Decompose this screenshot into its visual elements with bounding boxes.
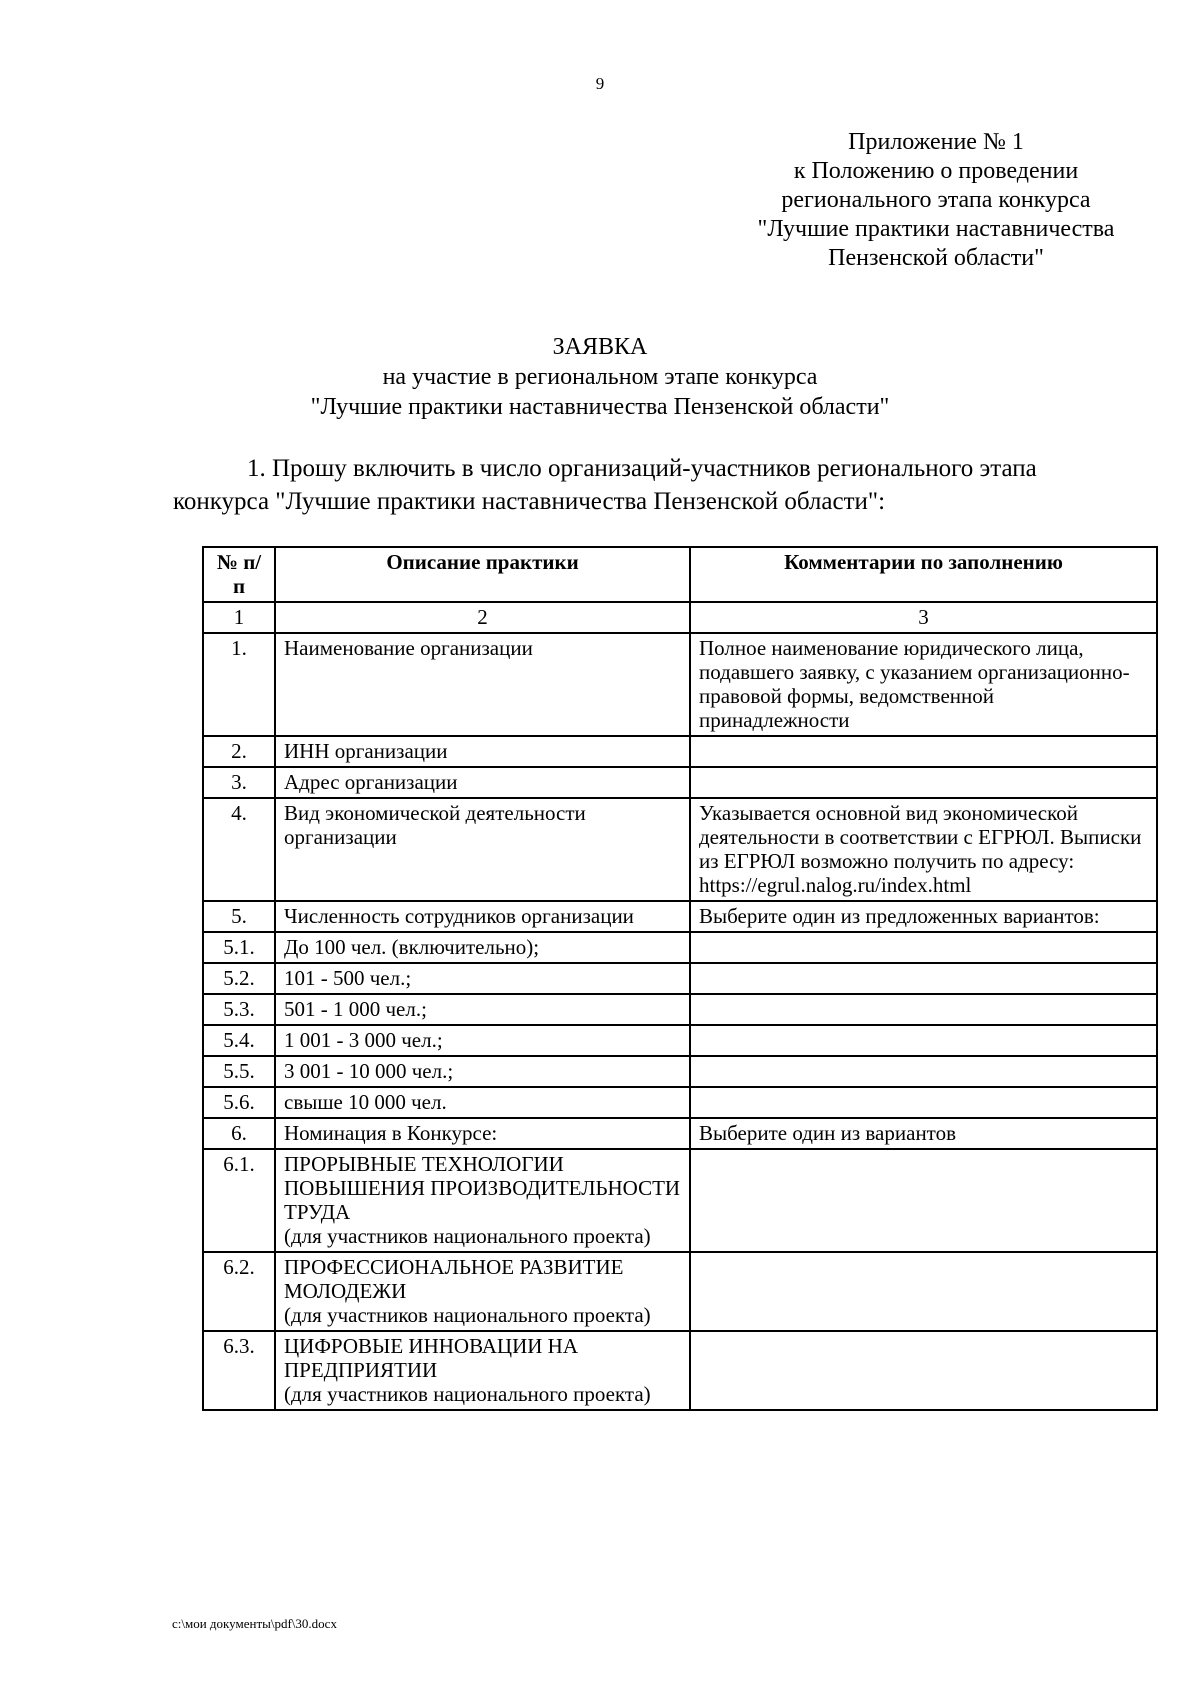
row-comment: Указывается основной вид экономической деятельности в соответствии с ЕГРЮЛ. Выписки из ЕГРЮЛ возможно получить по адресу: https://egrul.nalog.ru/index.html [690, 798, 1157, 901]
row-comment [690, 1252, 1157, 1331]
row-comment: Полное наименование юридического лица, подавшего заявку, с указанием организационно-правовой формы, ведомственной принадлежности [690, 633, 1157, 736]
title-subtitle: "Лучшие практики наставничества Пензенской области" [310, 394, 890, 420]
row-description-text: ЦИФРОВЫЕ ИННОВАЦИИ НА ПРЕДПРИЯТИИ [284, 1334, 579, 1382]
column-number-row [203, 602, 1157, 633]
row-description [275, 932, 690, 963]
row-number: 6.3. [203, 1331, 275, 1410]
row-comment: Выберите один из вариантов [690, 1118, 1157, 1149]
row-description-text: ПРОРЫВНЫЕ ТЕХНОЛОГИИ ПОВЫШЕНИЯ ПРОИЗВОДИТЕЛЬНОСТИ ТРУДА [284, 1152, 681, 1224]
row-description [275, 1087, 690, 1118]
appendix-line: регионального этапа конкурса [781, 187, 1091, 213]
row-comment [690, 767, 1157, 798]
table-row [203, 736, 1157, 767]
row-comment [690, 1025, 1157, 1056]
row-description-note: (для участников национального проекта) [284, 1303, 651, 1327]
row-description [275, 1331, 690, 1410]
table-row [203, 963, 1157, 994]
row-number: 4. [203, 798, 275, 901]
table-row [203, 1118, 1157, 1149]
row-comment [690, 1056, 1157, 1087]
table-row [203, 1087, 1157, 1118]
row-description [275, 1056, 690, 1087]
row-description-text: Вид экономической деятельности организации [284, 801, 586, 849]
row-description [275, 994, 690, 1025]
table-row [203, 767, 1157, 798]
appendix-header [706, 128, 1166, 273]
row-comment [690, 1087, 1157, 1118]
table-row [203, 901, 1157, 932]
row-description-text: 501 - 1 000 чел.; [284, 997, 427, 1021]
row-number: 5.5. [203, 1056, 275, 1087]
row-number: 5. [203, 901, 275, 932]
table-row [203, 798, 1157, 901]
row-description [275, 736, 690, 767]
appendix-line: Пензенской области" [828, 245, 1044, 271]
intro-line: 1. Прошу включить в число организаций-участников регионального этапа [247, 455, 1037, 482]
column-number: 1 [203, 602, 275, 633]
row-description-text: 3 001 - 10 000 чел.; [284, 1059, 454, 1083]
row-description [275, 1118, 690, 1149]
column-number: 2 [275, 602, 690, 633]
row-comment [690, 932, 1157, 963]
row-number: 5.6. [203, 1087, 275, 1118]
header-description: Описание практики [275, 547, 690, 602]
row-number: 3. [203, 767, 275, 798]
row-comment [690, 736, 1157, 767]
page-number: 9 [595, 74, 605, 93]
title-subtitle: на участие в региональном этапе конкурса [382, 364, 818, 390]
row-description-note: (для участников национального проекта) [284, 1382, 651, 1406]
row-number: 5.1. [203, 932, 275, 963]
row-comment [690, 1149, 1157, 1252]
table-row [203, 1331, 1157, 1410]
row-number: 5.2. [203, 963, 275, 994]
header-number: № п/п [203, 547, 275, 602]
row-number: 1. [203, 633, 275, 736]
row-description-text: 101 - 500 чел.; [284, 966, 412, 990]
row-number: 5.4. [203, 1025, 275, 1056]
appendix-line: "Лучшие практики наставничества [757, 216, 1115, 242]
row-description [275, 963, 690, 994]
title-heading: ЗАЯВКА [552, 334, 648, 360]
row-description-text: ПРОФЕССИОНАЛЬНОЕ РАЗВИТИЕ МОЛОДЕЖИ [284, 1255, 624, 1303]
row-description-note: (для участников национального проекта) [284, 1224, 651, 1248]
row-number: 5.3. [203, 994, 275, 1025]
row-number: 6.1. [203, 1149, 275, 1252]
header-comments: Комментарии по заполнению [690, 547, 1157, 602]
table-row [203, 1252, 1157, 1331]
row-number: 2. [203, 736, 275, 767]
row-description [275, 1149, 690, 1252]
table-row [203, 994, 1157, 1025]
table-row [203, 633, 1157, 736]
row-description-text: Численность сотрудников организации [284, 904, 634, 928]
row-comment: Выберите один из предложенных вариантов: [690, 901, 1157, 932]
row-description [275, 1025, 690, 1056]
row-description-text: Номинация в Конкурсе: [284, 1121, 498, 1145]
row-description-text: Наименование организации [284, 636, 533, 660]
table-row [203, 932, 1157, 963]
row-description-text: свыше 10 000 чел. [284, 1090, 447, 1114]
table-row [203, 1056, 1157, 1087]
application-table [202, 546, 1158, 1411]
table-row [203, 1149, 1157, 1252]
table-row [203, 1025, 1157, 1056]
document-title [0, 332, 1200, 422]
row-description [275, 798, 690, 901]
row-description-text: Адрес организации [284, 770, 458, 794]
table-header-row [203, 547, 1157, 602]
row-number: 6. [203, 1118, 275, 1149]
column-number: 3 [690, 602, 1157, 633]
intro-paragraph [173, 452, 1153, 518]
row-comment [690, 963, 1157, 994]
row-description [275, 1252, 690, 1331]
row-comment [690, 994, 1157, 1025]
appendix-line: к Положению о проведении [793, 158, 1079, 184]
intro-line: конкурса "Лучшие практики наставничества Пензенской области": [173, 488, 886, 515]
row-description [275, 901, 690, 932]
footer-file-path: c:\мои документы\pdf\30.docx [172, 1616, 337, 1631]
row-description-text: До 100 чел. (включительно); [284, 935, 540, 959]
appendix-line: Приложение № 1 [848, 129, 1024, 155]
row-description [275, 767, 690, 798]
row-number: 6.2. [203, 1252, 275, 1331]
row-description-text: 1 001 - 3 000 чел.; [284, 1028, 443, 1052]
row-comment [690, 1331, 1157, 1410]
row-description [275, 633, 690, 736]
row-description-text: ИНН организации [284, 739, 448, 763]
